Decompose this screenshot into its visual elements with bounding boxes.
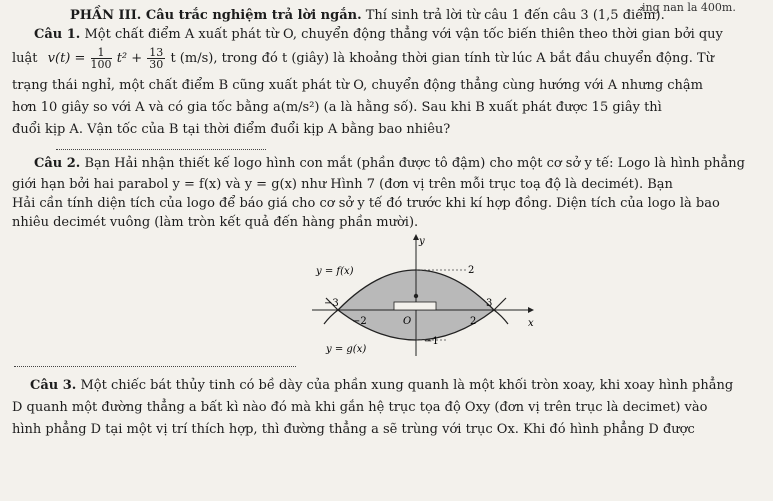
tick-origin: O xyxy=(403,316,412,327)
label-x: x xyxy=(528,318,534,329)
q1-line1 xyxy=(34,27,723,43)
part3-instruction: Thí sinh trả lời từ câu 1 đến câu 3 (1,5 điểm). xyxy=(365,8,665,23)
tick-xneg3: −3 xyxy=(324,298,339,309)
q1-label: Câu 1. xyxy=(34,27,81,42)
q2-text-1: Bạn Hải nhận thiết kế logo hình con mắt (phần được tô đậm) cho một cơ sở y tế: Logo là hình phẳng xyxy=(84,156,745,171)
q1-frac1: $\frac{1}{100}$ xyxy=(90,46,112,71)
q1-formula-lhs: v(t) = xyxy=(47,51,86,66)
label-f: y = f(x) xyxy=(316,266,354,277)
q2-label: Câu 2. xyxy=(34,156,81,171)
label-g: y = g(x) xyxy=(326,344,367,355)
tick-xneg2: −2 xyxy=(352,316,367,327)
q2-line1 xyxy=(34,156,745,172)
tick-y2: 2 xyxy=(468,265,475,276)
q3-line2: D quanh một đường thẳng a bất kì nào đó mà khi gắn hệ trục tọa độ Oxy (đơn vị trên trục là decimet) vào xyxy=(12,400,708,415)
parabola-f-right-tail xyxy=(494,310,508,324)
logo-pupil-box xyxy=(394,302,436,310)
parabola-f-left-tail xyxy=(324,310,338,324)
eye-logo-figure xyxy=(306,232,536,360)
part3-title: PHẦN III. Câu trắc nghiệm trả lời ngắn. xyxy=(70,8,362,23)
q1-line4: hơn 10 giây so với A và có gia tốc bằng a(m/s²) (a là hằng số). Sau khi B xuất phát được 15 giây thì xyxy=(12,100,662,115)
answer-dots-2 xyxy=(14,366,296,367)
label-y: y xyxy=(419,236,425,247)
q3-line3: hình phẳng D tại một vị trí thích hợp, thì đường thẳng a sẽ trùng với trục Ox. Khi đó hình phẳng D được xyxy=(12,422,695,437)
q3-label: Câu 3. xyxy=(30,378,77,393)
q2-line4: nhiêu decimét vuông (làm tròn kết quả đến hàng phần mười). xyxy=(12,215,419,230)
tick-x3: 3 xyxy=(486,298,493,309)
q3-text-1: Một chiếc bát thủy tinh có bề dày của phần xung quanh là một khối tròn xoay, khi xoay hình phẳng xyxy=(80,378,734,393)
logo-pupil-dot xyxy=(414,294,418,298)
tick-yneg1: −1 xyxy=(424,336,439,347)
parabola-g-right-tail xyxy=(494,298,506,310)
q1-line5: đuổi kịp A. Vận tốc của B tại thời điểm đuổi kịp A bằng bao nhiêu? xyxy=(12,122,451,137)
q2-line3: Hải cần tính diện tích của logo để báo giá cho cơ sở y tế đó trước khi kí hợp đồng. Diện tích của logo là bao xyxy=(12,196,720,211)
q1-line3: trạng thái nghỉ, một chất điểm B cũng xuất phát từ O, chuyển động thẳng cùng hướng với A nhưng chậm xyxy=(12,78,704,93)
q1-text-2: , trong đó t (giây) là khoảng thời gian tính từ lúc A bắt đầu chuyển động. Từ xyxy=(213,51,715,66)
q1-frac2: $\frac{13}{30}$ xyxy=(149,46,164,71)
tick-x2: 2 xyxy=(470,316,477,327)
part3-heading xyxy=(70,8,665,24)
q3-line1 xyxy=(30,378,733,394)
q1-text-1: Một chất điểm A xuất phát từ O, chuyển động thẳng với vận tốc biến thiên theo thời gian bởi quy xyxy=(84,27,723,42)
x-axis-arrow xyxy=(528,307,534,313)
q1-term1: t² + xyxy=(116,51,143,66)
q1-luat: luật xyxy=(12,51,38,66)
answer-dots-1 xyxy=(56,149,266,150)
q1-term2: t (m/s) xyxy=(170,51,214,66)
q1-line2 xyxy=(12,46,714,72)
header-fragment: ing nan la 400m. xyxy=(642,1,736,14)
q2-line2: giới hạn bởi hai parabol y = f(x) và y = g(x) như Hình 7 (đơn vị trên mỗi trục toạ độ là decimét). Bạn xyxy=(12,177,673,192)
